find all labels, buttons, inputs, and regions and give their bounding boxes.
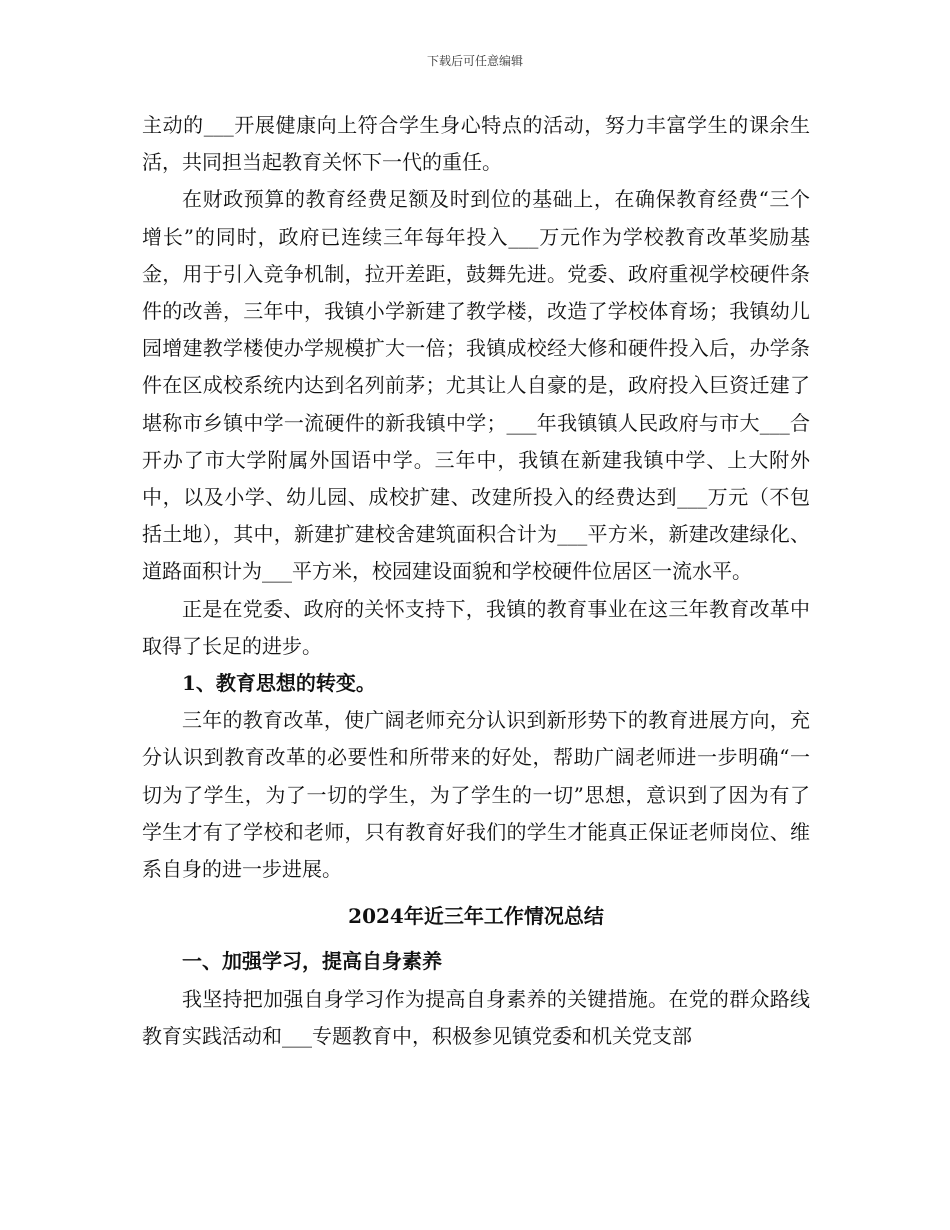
paragraph-4: 三年的教育改革，使广阔老师充分认识到新形势下的教育进展方向，充分认识到教育改革的必要性和所带来的好处，帮助广阔老师进一步明确“一切为了学生，为了一切的学生，为了学生的一切”思想，意识到了因为有了学生才有了学校和老师，只有教育好我们的学生才能真正保证老师岗位、维系自身的进一步进展。 [142, 708, 810, 882]
section-heading-2: 一、加强学习，提高自身素养 [182, 949, 442, 974]
paragraph-2: 在财政预算的教育经费足额及时到位的基础上，在确保教育经费“三个增长”的同时，政府已连续三年每年投入___万元作为学校教育改革奖励基金，用于引入竞争机制，拉开差距，鼓舞先进。党委、政府重视学校硬件条件的改善，三年中，我镇小学新建了教学楼，改造了学校体育场；我镇幼儿园增建教学楼使办学规模扩大一倍；我镇成校经大修和硬件投入后，办学条件在区成校系统内达到名列前茅；尤其让人自豪的是，政府投入巨资迁建了堪称市乡镇中学一流硬件的新我镇中学；___年我镇镇人民政府与市大___合开办了市大学附属外国语中学。三年中，我镇在新建我镇中学、上大附外中，以及小学、幼儿园、成校扩建、改建所投入的经费达到___万元（不包括土地），其中，新建扩建校舍建筑面积合计为___平方米，新建改建绿化、道路面积计为___平方米，校园建设面貌和学校硬件位居区一流水平。 [142, 187, 810, 584]
document-title: 2024年近三年工作情况总结 [348, 904, 604, 929]
paragraph-1: 主动的___开展健康向上符合学生身心特点的活动，努力丰富学生的课余生活，共同担当起教育关怀下一代的重任。 [142, 113, 810, 175]
page-header: 下载后可任意编辑 [426, 54, 523, 68]
section-heading-1: 1、教育思想的转变。 [182, 671, 376, 696]
paragraph-3: 正是在党委、政府的关怀支持下，我镇的教育事业在这三年教育改革中取得了长足的进步。 [142, 596, 810, 658]
paragraph-5: 我坚持把加强自身学习作为提高自身素养的关键措施。在党的群众路线教育实践活动和___专题教育中，积极参见镇党委和机关党支部 [142, 986, 810, 1048]
document-body [142, 107, 810, 1055]
